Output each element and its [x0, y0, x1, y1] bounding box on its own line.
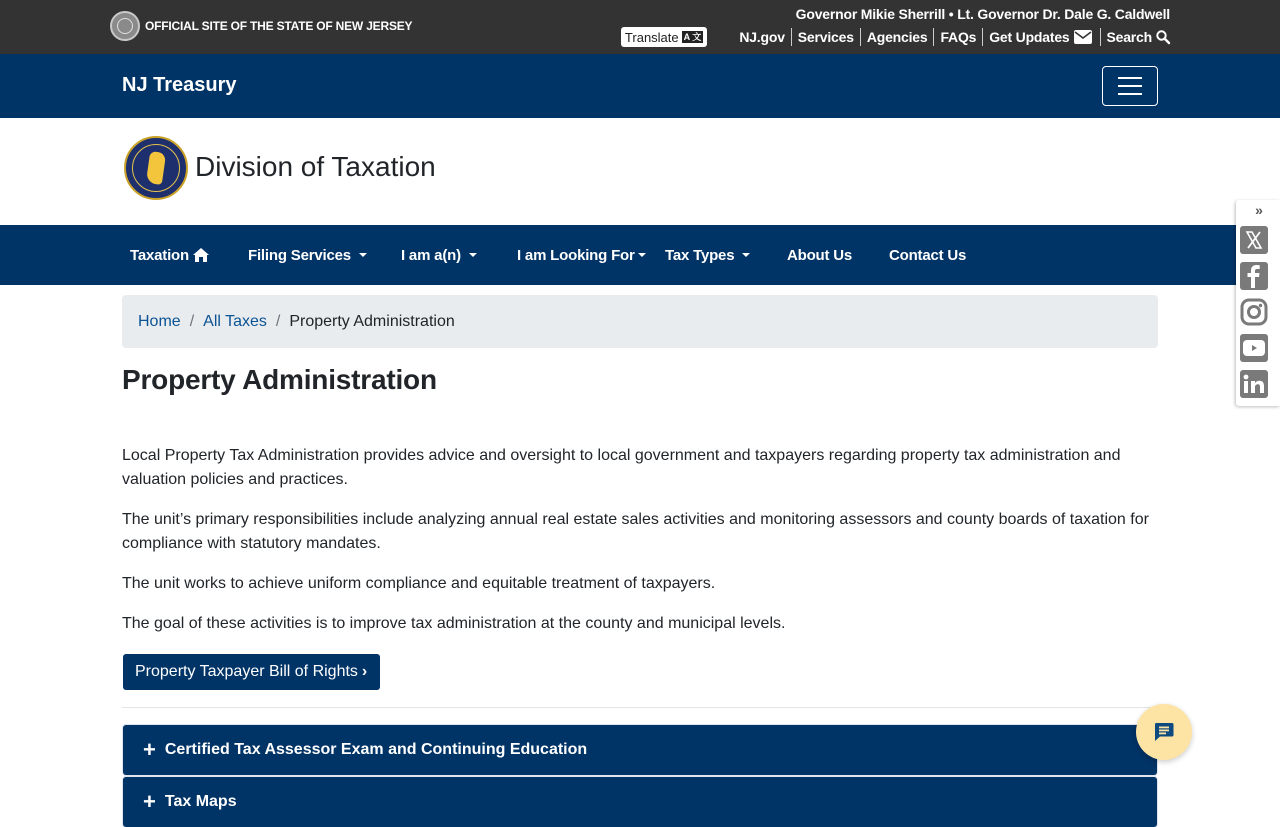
- translate-icon: A 文: [683, 32, 702, 42]
- paragraph-responsibilities: The unit’s primary responsibilities include analyzing annual real estate sales activities and monitoring assessors and county boards of taxation for compliance with statutory mandates.: [122, 511, 1149, 552]
- facebook-icon[interactable]: [1240, 262, 1268, 290]
- menu-toggle-button[interactable]: [1102, 66, 1158, 106]
- page-title: Property Administration: [122, 364, 437, 395]
- breadcrumb-current: Property Administration: [289, 312, 455, 330]
- nav-contact-us[interactable]: [889, 225, 966, 285]
- youtube-icon[interactable]: [1240, 334, 1268, 362]
- breadcrumb-separator: /: [189, 312, 195, 330]
- instagram-icon[interactable]: [1240, 298, 1268, 326]
- x-twitter-icon[interactable]: [1240, 226, 1268, 254]
- nav-filing-services-label: Filing Services: [248, 246, 351, 264]
- state-header-bar: [0, 0, 1280, 54]
- envelope-icon: [1074, 30, 1092, 44]
- nav-taxation-label: Taxation: [130, 246, 189, 264]
- paragraph-goal: The goal of these activities is to improve tax administration at the county and municipal levels.: [122, 615, 786, 632]
- nav-about-us-label: About Us: [787, 246, 853, 264]
- home-icon: [193, 248, 209, 262]
- linkedin-icon[interactable]: [1240, 370, 1268, 398]
- governor-line: Governor Mikie Sherrill • Lt. Governor Dr. Dale G. Caldwell: [795, 6, 1170, 22]
- plus-icon: +: [143, 737, 156, 762]
- bill-button-label: Property Taxpayer Bill of Rights: [135, 663, 358, 680]
- page-content: [122, 444, 1162, 652]
- caret-down-icon: [359, 253, 367, 257]
- division-seal-icon[interactable]: [124, 136, 188, 200]
- division-title: Division of Taxation: [195, 151, 436, 182]
- official-site-banner: [110, 11, 412, 41]
- search-icon: [1156, 30, 1170, 44]
- nj-treasury-link[interactable]: NJ Treasury: [122, 74, 237, 96]
- paragraph-intro: Local Property Tax Administration provides advice and oversight to local government and taxpayers regarding property tax administration and valuation policies and practices.: [122, 447, 1121, 488]
- collapse-social-button[interactable]: »: [1255, 202, 1261, 218]
- plus-icon: +: [143, 789, 156, 814]
- nav-i-am-a[interactable]: [401, 225, 477, 285]
- breadcrumb: [122, 295, 1158, 348]
- division-header: [0, 118, 1280, 225]
- nj-state-seal-icon: [110, 11, 140, 41]
- nj-gov-link[interactable]: [733, 28, 791, 46]
- translate-label: Translate: [624, 29, 679, 45]
- taxpayer-bill-of-rights-button[interactable]: [123, 654, 380, 690]
- hamburger-icon-line: [1118, 85, 1142, 87]
- treasury-bar: [0, 54, 1280, 118]
- agencies-label: Agencies: [866, 29, 928, 45]
- caret-down-icon: [638, 253, 646, 257]
- nav-contact-us-label: Contact Us: [889, 246, 967, 264]
- faqs-link[interactable]: [934, 28, 983, 46]
- caret-down-icon: [742, 253, 750, 257]
- chat-button[interactable]: [1136, 704, 1192, 760]
- caret-down-icon: [469, 253, 477, 257]
- hamburger-icon: [1118, 77, 1142, 79]
- state-links: [621, 27, 1170, 47]
- chevron-right-icon: ›: [361, 663, 368, 680]
- paragraph-compliance: The unit works to achieve uniform compliance and equitable treatment of taxpayers.: [122, 575, 716, 592]
- accordion-tax-assessor-exam[interactable]: [123, 725, 1157, 775]
- translate-button[interactable]: [621, 27, 707, 47]
- nav-looking-for[interactable]: [517, 225, 646, 285]
- accordion-label: Certified Tax Assessor Exam and Continuing Education: [164, 741, 588, 758]
- chat-icon: [1153, 721, 1175, 743]
- accordion-label: Tax Maps: [164, 793, 237, 810]
- services-label: Services: [797, 29, 854, 45]
- nj-gov-label: NJ.gov: [739, 29, 785, 45]
- nav-tax-types[interactable]: [665, 225, 750, 285]
- accordion-tax-maps[interactable]: [123, 777, 1157, 827]
- services-link[interactable]: [792, 28, 861, 46]
- agencies-link[interactable]: [861, 28, 935, 46]
- faqs-label: FAQs: [940, 29, 977, 45]
- nav-filing-services[interactable]: [248, 225, 367, 285]
- search-label: Search: [1106, 29, 1152, 45]
- breadcrumb-separator: /: [275, 312, 281, 330]
- get-updates-link[interactable]: [983, 28, 1100, 46]
- nav-about-us[interactable]: [787, 225, 852, 285]
- nav-taxation[interactable]: [130, 225, 209, 285]
- search-link[interactable]: [1101, 28, 1171, 46]
- get-updates-label: Get Updates: [989, 29, 1070, 45]
- official-site-text: OFFICIAL SITE OF THE STATE OF NEW JERSEY: [145, 19, 413, 33]
- section-divider: [122, 707, 1158, 708]
- nav-looking-for-label: I am Looking For: [517, 246, 635, 264]
- social-sidebar: [1236, 200, 1280, 406]
- nav-i-am-a-label: I am a(n): [401, 246, 461, 264]
- breadcrumb-home-link[interactable]: Home: [138, 312, 181, 330]
- hamburger-icon-line: [1118, 93, 1142, 95]
- nav-tax-types-label: Tax Types: [665, 246, 735, 264]
- main-navigation: [0, 225, 1280, 285]
- breadcrumb-all-taxes-link[interactable]: All Taxes: [203, 312, 267, 330]
